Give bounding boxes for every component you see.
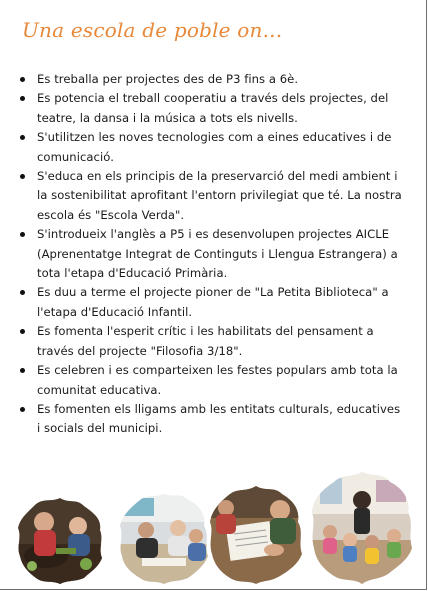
list-item bbox=[17, 400, 405, 439]
bullet-icon bbox=[20, 232, 25, 237]
list-item-text: S'utilitzen les noves tecnologies com a eines educatives i de comunicació. bbox=[37, 130, 392, 164]
list-item bbox=[17, 322, 405, 361]
list-item-text: Es treballa per projectes des de P3 fins a 6è. bbox=[37, 72, 299, 86]
bullet-icon bbox=[20, 174, 25, 179]
list-item-text: Es duu a terme el projecte pioner de "La Petita Biblioteca" a l'etapa d'Educació Infantil. bbox=[37, 285, 389, 319]
list-item bbox=[17, 70, 405, 89]
features-list bbox=[17, 70, 405, 439]
bullet-icon bbox=[20, 77, 25, 82]
bullet-icon bbox=[20, 135, 25, 140]
photo-strip bbox=[14, 470, 414, 588]
list-item bbox=[17, 225, 405, 283]
bullet-icon bbox=[20, 368, 25, 373]
bullet-icon bbox=[20, 329, 25, 334]
list-item-text: S'introdueix l'anglès a P5 i es desenvolupen projectes AICLE (Aprenentatge Integrat de Continguts i Llengua Estrangera) a tota l'etapa d'Educació Primària. bbox=[37, 227, 398, 281]
photo-gardening bbox=[16, 496, 104, 584]
list-item-text: Es fomenta l'esperit crític i les habilitats del pensament a través del projecte "Filosofia 3/18". bbox=[37, 324, 374, 358]
list-item bbox=[17, 283, 405, 322]
list-item bbox=[17, 361, 405, 400]
list-item bbox=[17, 167, 405, 225]
list-item-text: Es celebren i es comparteixen les festes populars amb tota la comunitat educativa. bbox=[37, 363, 398, 397]
list-item-text: Es fomenten els lligams amb les entitats culturals, educatives i socials del municipi. bbox=[37, 401, 401, 436]
list-item bbox=[17, 89, 405, 128]
page-title: Una escola de poble on... bbox=[22, 18, 283, 42]
bullet-icon bbox=[20, 407, 25, 412]
list-item bbox=[17, 128, 405, 167]
list-item-text: S'educa en els principis de la preservarció del medi ambient i la sostenibilitat aprofitant l'entorn privilegiat que té. La nostra escola és "Escola Verda". bbox=[37, 169, 402, 222]
bullet-icon bbox=[20, 96, 25, 101]
photo-writing bbox=[208, 484, 304, 584]
bullet-icon bbox=[20, 290, 25, 295]
list-item-text: Es potencia el treball cooperatiu a través dels projectes, del teatre, la dansa i la música a tots els nivells. bbox=[37, 91, 389, 125]
photo-classroom bbox=[118, 492, 210, 584]
photo-hall bbox=[310, 470, 414, 584]
